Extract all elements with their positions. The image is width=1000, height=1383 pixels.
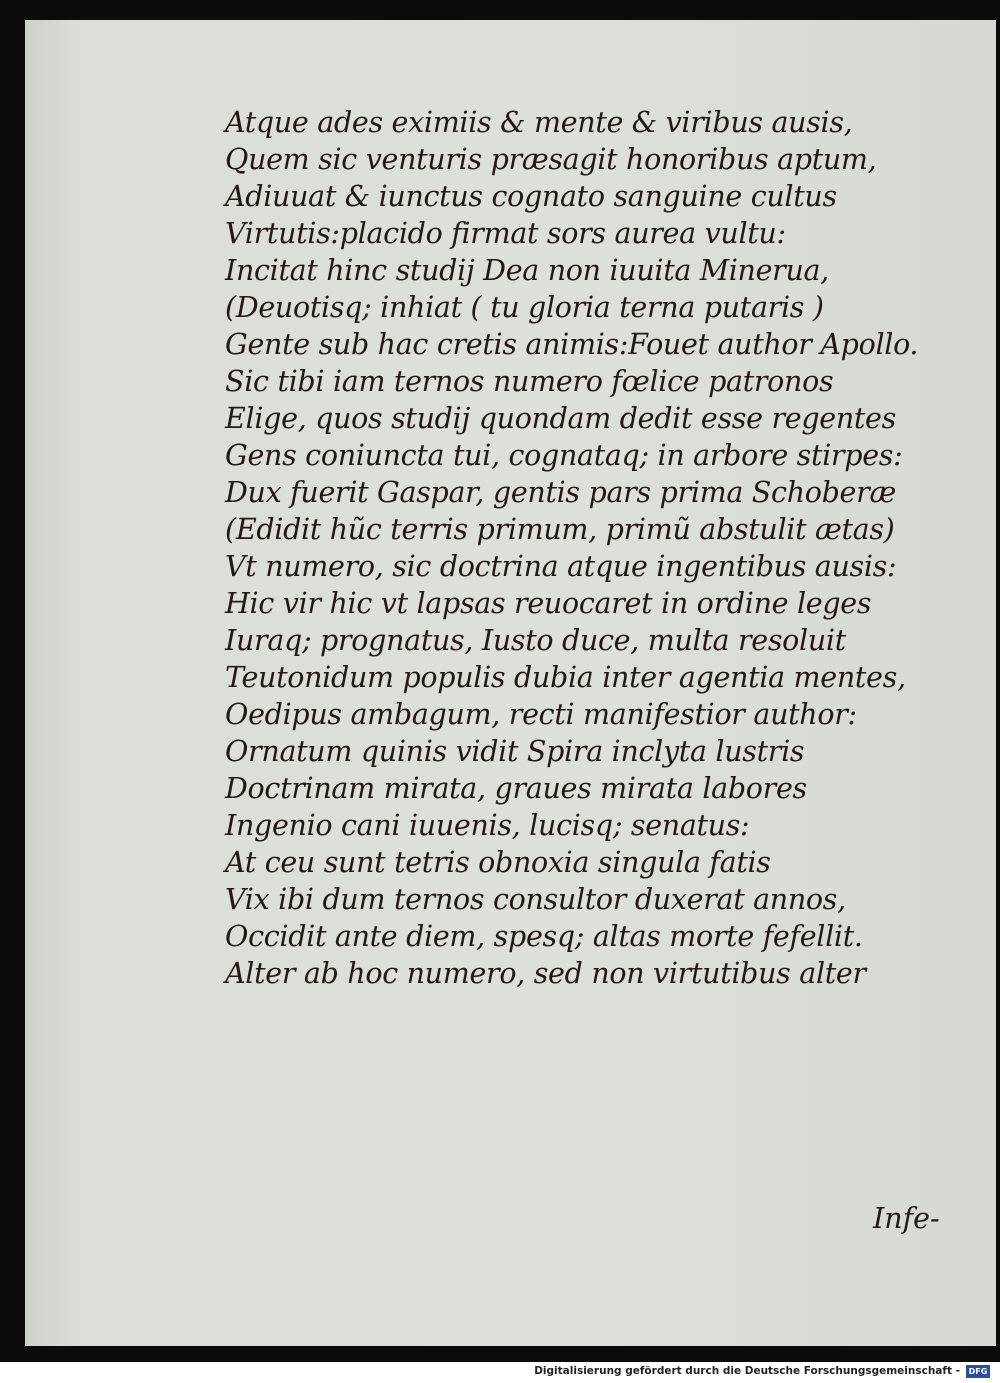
poem-line: Iuraq; prognatus, Iusto duce, multa resoluit	[225, 624, 846, 657]
poem-line: Doctrinam mirata, graues mirata labores	[225, 772, 807, 805]
poem-line: (Edidit hũc terris primum, primũ abstulit ætas)	[225, 513, 895, 546]
poem-line: Gente sub hac cretis animis:Fouet author Apollo.	[225, 328, 919, 361]
poem-line: At ceu sunt tetris obnoxia singula fatis	[225, 846, 771, 879]
poem-line: Ornatum quinis vidit Spira inclyta lustris	[225, 735, 805, 768]
book-page	[25, 20, 996, 1346]
poem-line: Vix ibi dum ternos consultor duxerat annos,	[225, 883, 846, 916]
poem-line: (Deuotisq; inhiat ( tu gloria terna putaris )	[225, 291, 824, 324]
poem-line: Sic tibi iam ternos numero fœlice patronos	[225, 365, 834, 398]
poem-line: Gens coniuncta tui, cognataq; in arbore stirpes:	[225, 439, 903, 472]
digitization-footer	[0, 1362, 1000, 1383]
poem-line: Vt numero, sic doctrina atque ingentibus ausis:	[225, 550, 897, 583]
poem-line: Virtutis:placido firmat sors aurea vultu:	[225, 217, 786, 250]
catchword: Infe-	[873, 1202, 940, 1235]
poem-line: Incitat hinc studij Dea non iuuita Minerua,	[225, 254, 829, 287]
poem-line: Alter ab hoc numero, sed non virtutibus alter	[225, 957, 866, 990]
poem-text	[225, 104, 985, 992]
poem-line: Oedipus ambagum, recti manifestior author:	[225, 698, 857, 731]
poem-line: Dux fuerit Gaspar, gentis pars prima Schoberæ	[225, 476, 896, 509]
poem-line: Ingenio cani iuuenis, lucisq; senatus:	[225, 809, 750, 842]
poem-line: Teutonidum populis dubia inter agentia mentes,	[225, 661, 906, 694]
dfg-logo: DFG	[966, 1365, 990, 1378]
poem-line: Elige, quos studij quondam dedit esse regentes	[225, 402, 896, 435]
poem-line: Atque ades eximiis & mente & viribus ausis,	[225, 106, 853, 139]
poem-line: Hic vir hic vt lapsas reuocaret in ordine leges	[225, 587, 872, 620]
poem-line: Occidit ante diem, spesq; altas morte fefellit.	[225, 920, 863, 953]
poem-line: Adiuuat & iunctus cognato sanguine cultus	[225, 180, 837, 213]
funding-notice: Digitalisierung gefördert durch die Deutsche Forschungsgemeinschaft -	[534, 1365, 960, 1377]
poem-line: Quem sic venturis præsagit honoribus aptum,	[225, 143, 877, 176]
